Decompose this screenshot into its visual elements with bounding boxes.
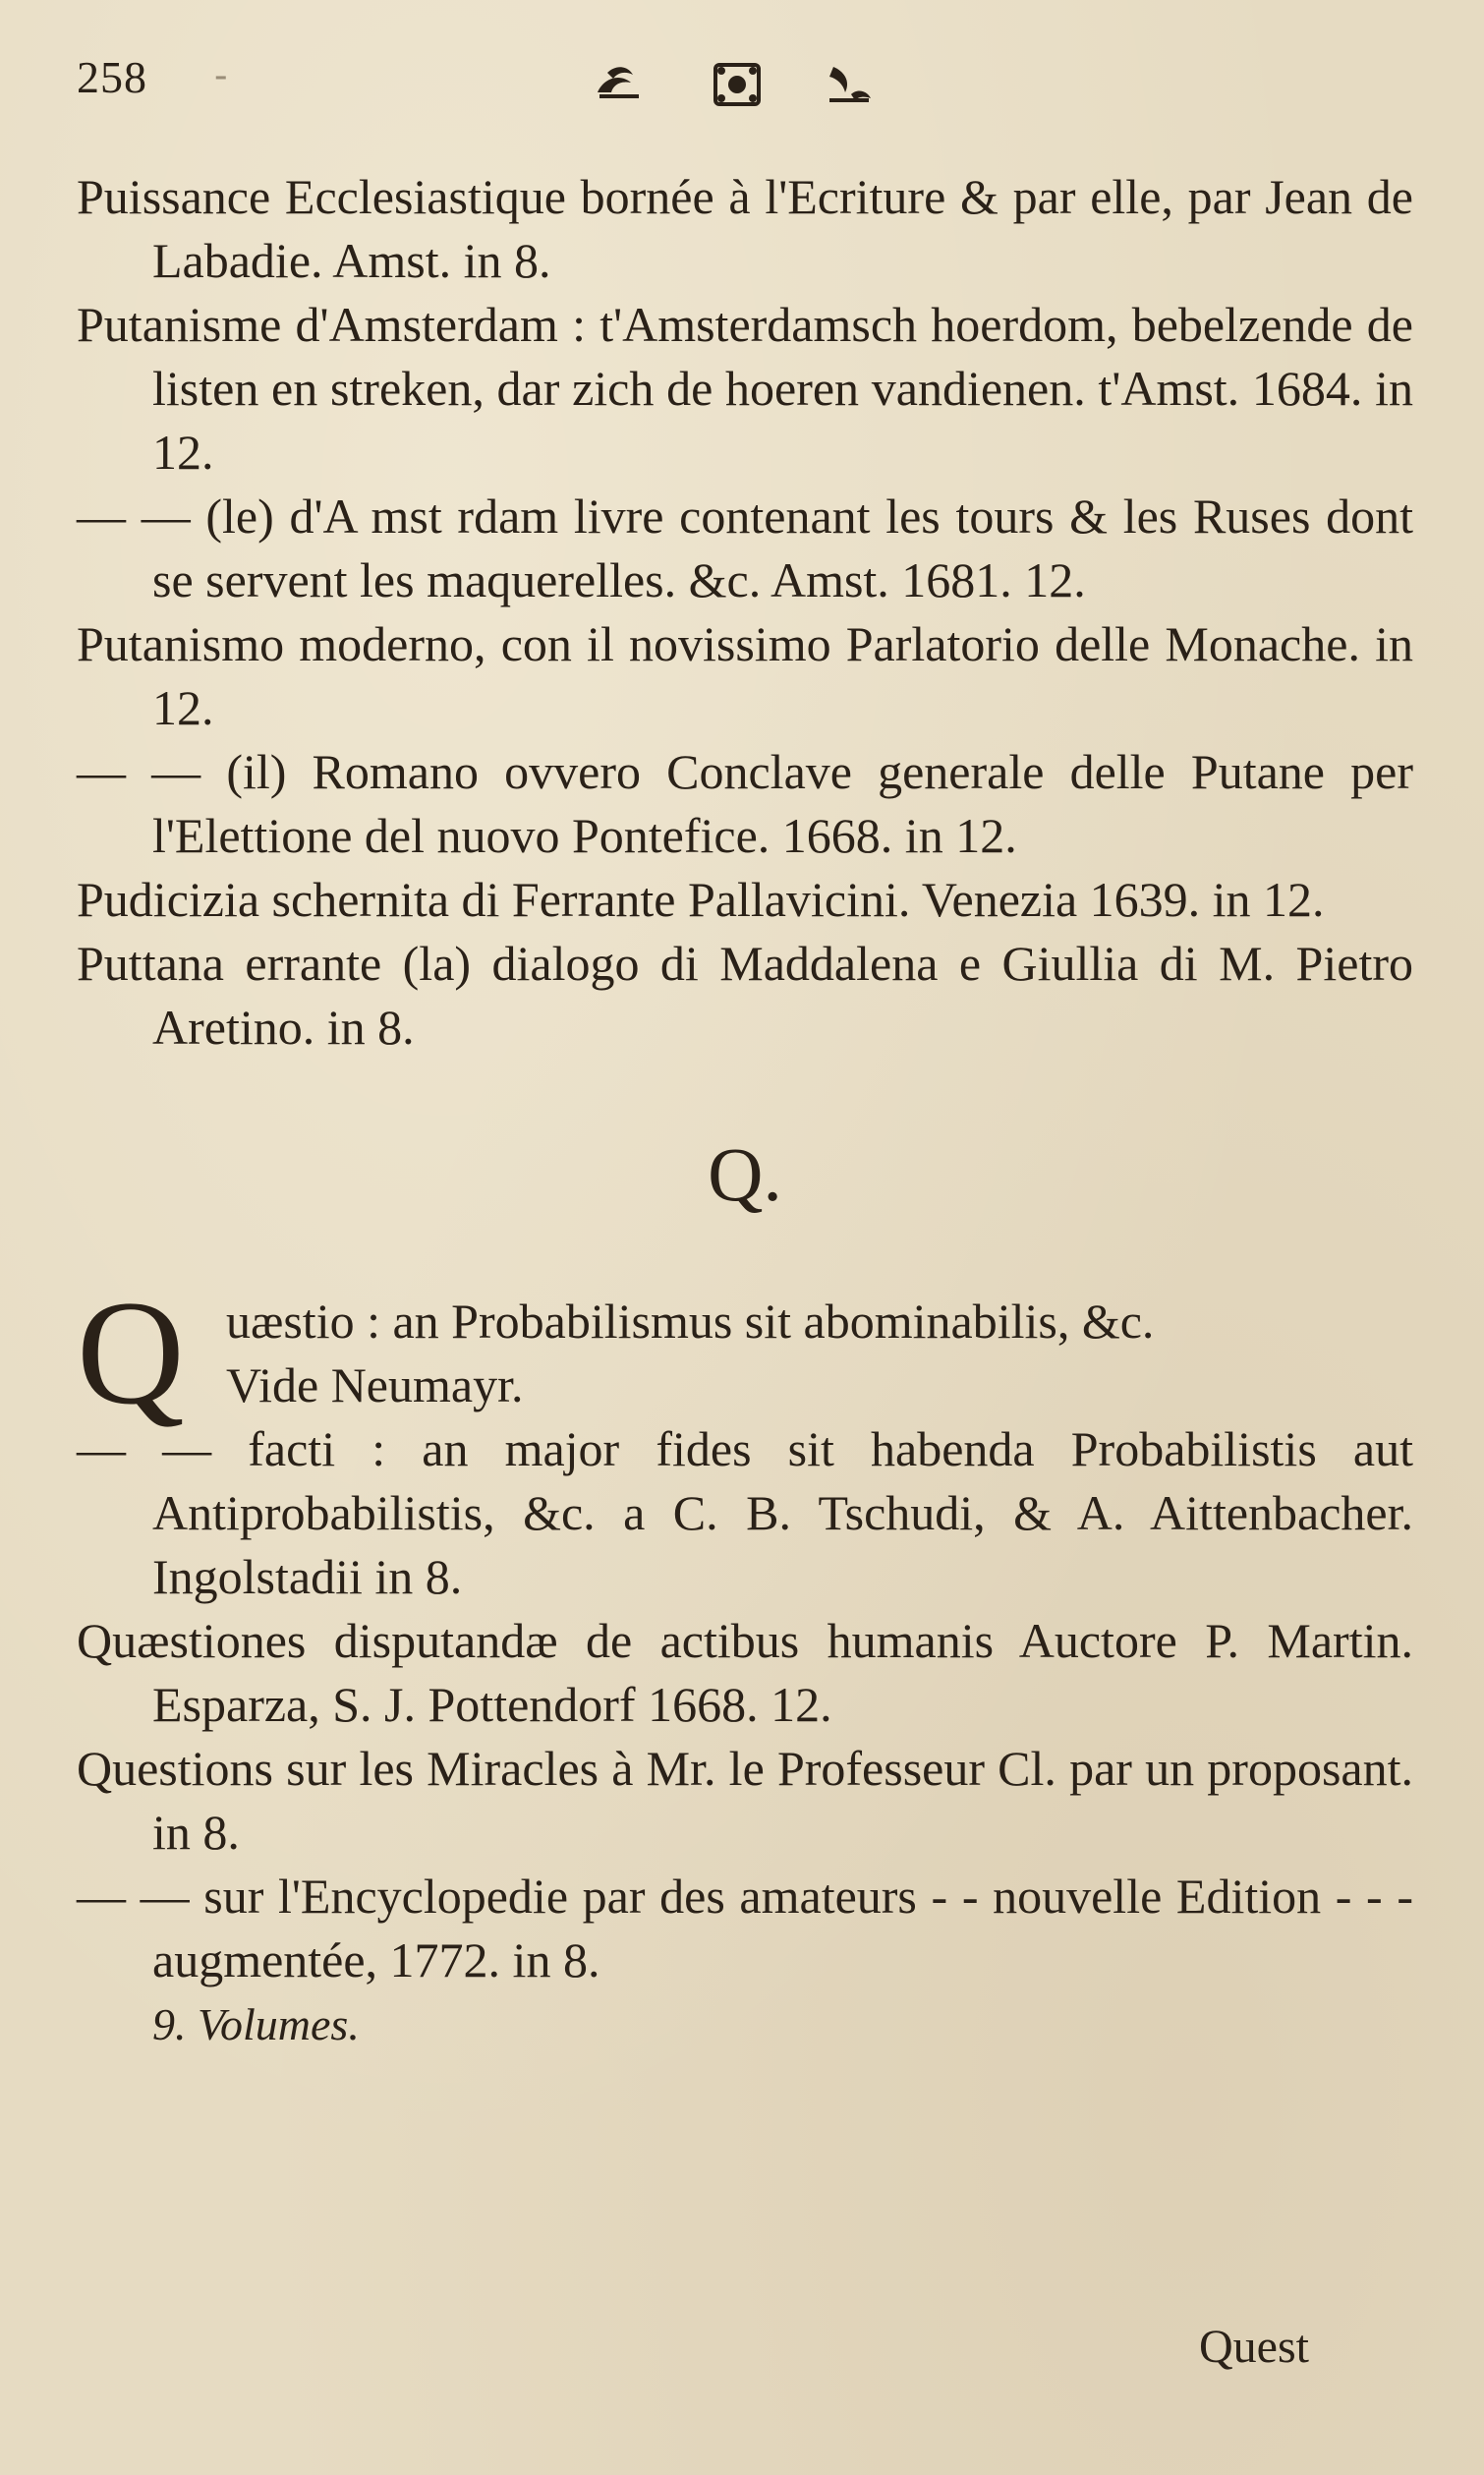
entry-putanismo: Putanismo moderno, con il novissimo Parlatorio delle Monache. in 12. xyxy=(77,616,1413,735)
entry-pudicizia: Pudicizia schernita di Ferrante Pallavicini. Venezia 1639. in 12. xyxy=(77,872,1325,927)
volumes-note: 9. Volumes. xyxy=(152,1999,360,2049)
page-number-dash: - xyxy=(214,53,228,98)
section-letter-heading: Q. xyxy=(708,1131,782,1217)
entry-quaestio-facti: — — facti : an major fides sit habenda Probabilistis aut Antiprobabilistis, &c. a C. B. Tschudi, & A. Aittenbacher. Ingolstadii in 8. xyxy=(77,1421,1413,1604)
page-number: 258 xyxy=(77,52,147,102)
entry-questions-encyclopedie: — — sur l'Encyclopedie par des amateurs - - nouvelle Edition - - - augmentée, 1772. in 8. xyxy=(77,1869,1413,1987)
entry-quaestio-line2: Vide Neumayr. xyxy=(226,1357,524,1412)
entry-quaestio xyxy=(77,1270,1413,1435)
entry-questions: Questions sur les Miracles à Mr. le Professeur Cl. par un proposant. in 8. xyxy=(77,1741,1413,1860)
text-body xyxy=(77,165,1413,2056)
header-ornament-icon xyxy=(539,55,981,114)
entry-putanisme-le: — — (le) d'A mst rdam livre contenant les tours & les Ruses dont se servent les maquerelles. &c. Amst. 1681. 12. xyxy=(77,489,1413,607)
dropcap: Q xyxy=(77,1270,185,1435)
entry-putanisme: Putanisme d'Amsterdam : t'Amsterdamsch hoerdom, bebelzende de listen en streken, dar zich de hoeren vandienen. t'Amst. 1684. in 12. xyxy=(77,297,1413,480)
page-header xyxy=(77,51,1413,130)
entry-puissance: Puissance Ecclesiastique bornée à l'Ecriture & par elle, par Jean de Labadie. Amst. in 8. xyxy=(77,169,1413,288)
entry-putanismo-il: — — (il) Romano ovvero Conclave generale delle Putane per l'Elettione del nuovo Pontefice. 1668. in 12. xyxy=(77,744,1413,863)
entry-puttana: Puttana errante (la) dialogo di Maddalena e Giullia di M. Pietro Aretino. in 8. xyxy=(77,936,1413,1055)
entry-quaestio-line1: uæstio : an Probabilismus sit abominabilis, &c. xyxy=(226,1294,1155,1349)
entry-quaestiones: Quæstiones disputandæ de actibus humanis Auctore P. Martin. Esparza, S. J. Pottendorf 1668. 12. xyxy=(77,1613,1413,1732)
catchword: Quest xyxy=(1199,2321,1309,2373)
